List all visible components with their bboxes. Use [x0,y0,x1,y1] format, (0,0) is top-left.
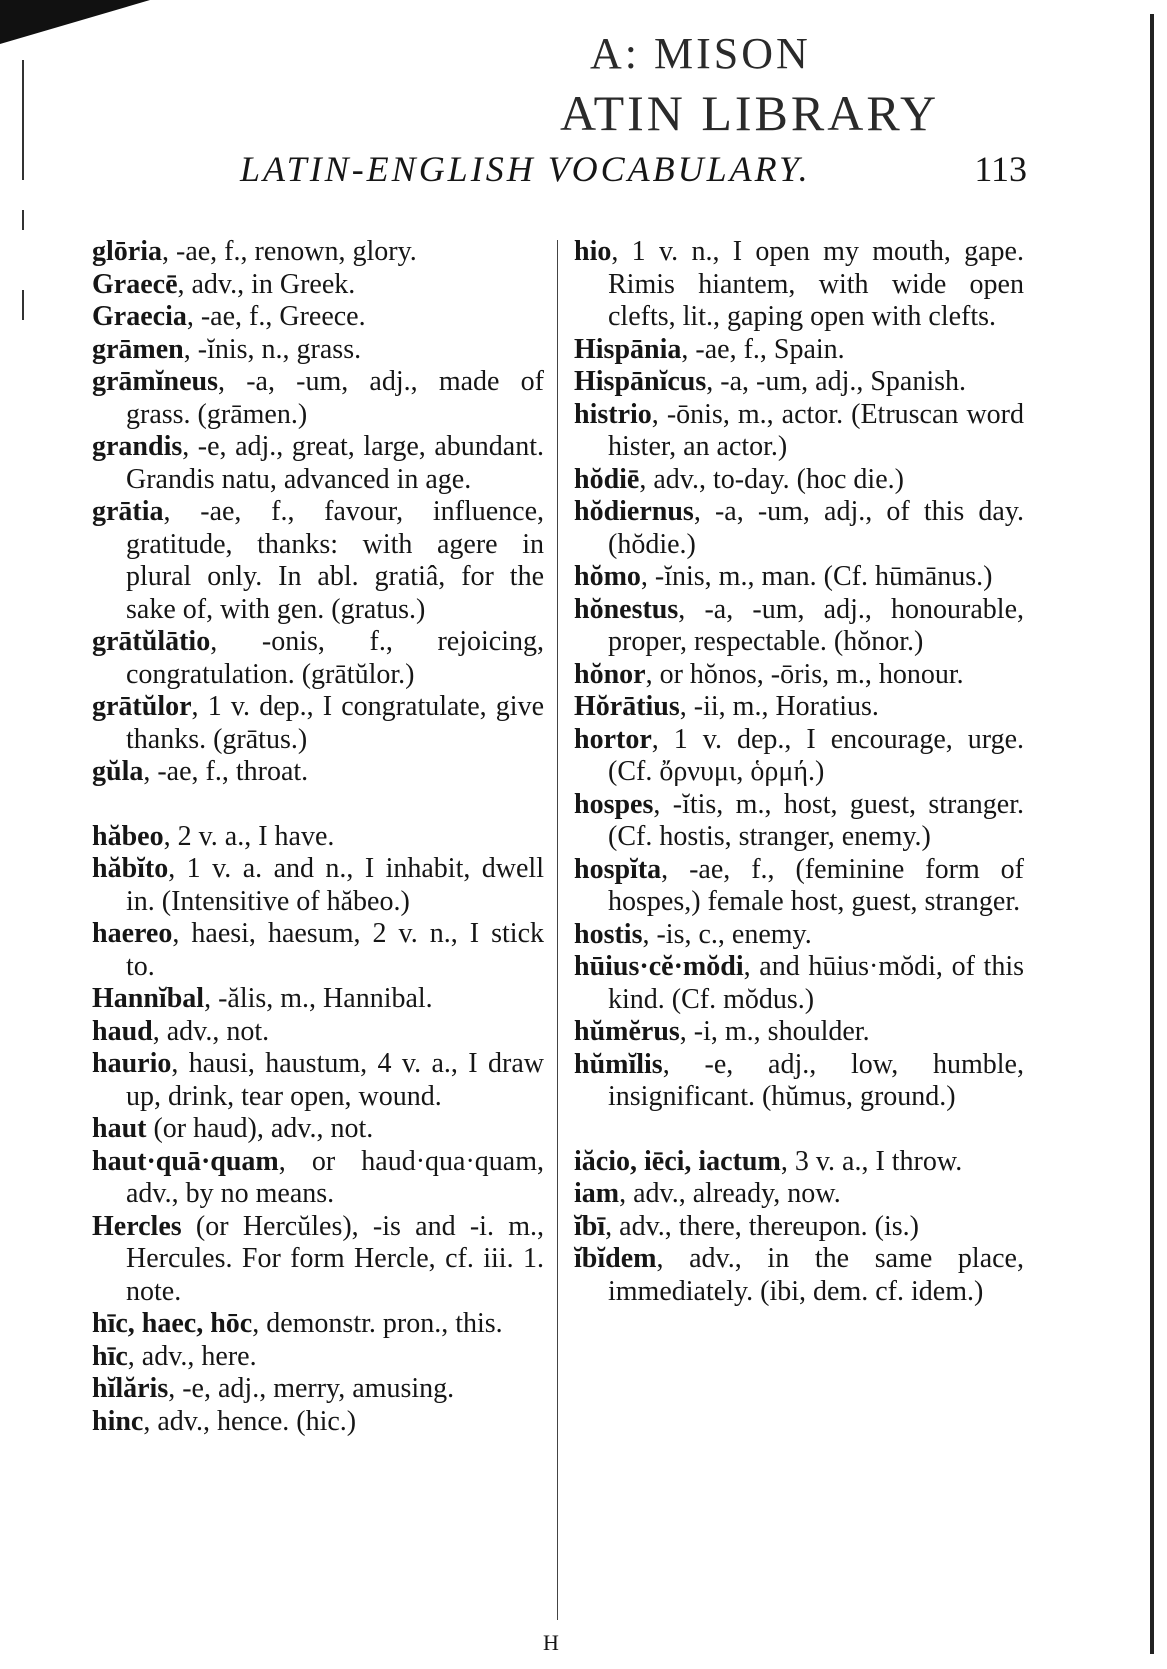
vocabulary-entry [574,1146,1024,1179]
vocabulary-entry [92,1406,544,1439]
corner-mark [0,0,150,44]
definition: , adv., already, now. [619,1178,841,1209]
definition: , and hūius·mŏdi, of this kind. (Cf. mŏdus.) [608,951,1024,1015]
vocabulary-entry [574,919,1024,952]
definition: , or haud·qua·quam, adv., by no means. [126,1145,544,1209]
definition: , -ii, m., Horatius. [679,691,879,722]
definition: , haesi, haesum, 2 v. n., I stick to. [126,918,544,982]
headword: haereo [92,918,173,949]
headword: hŏnestus [574,593,679,625]
definition: , -ae, f., favour, influence, gratitude, thanks: with agere in plural only. In abl. gratiâ, for the sake of, with gen. (gratus.) [126,496,544,625]
definition: (or Hercŭles), -is and -i. m., Hercules. For form Hercle, cf. iii. 1. note. [126,1210,544,1307]
headword: hŏmo [574,561,641,592]
headword: haud [92,1015,153,1047]
definition: , -onis, f., rejoicing, congratulation. (grātŭlor.) [126,626,544,690]
headword: hŭmĭlis [574,1048,663,1080]
vocabulary-entry [574,594,1024,659]
headword: hăbeo [92,820,164,852]
definition: , -a, -um, adj., made of grass. (grāmen.) [126,366,544,430]
definition: , 1 v. n., I open my mouth, gape. Rimis hiantem, with wide open clefts, lit., gaping open with clefts. [608,236,1024,332]
definition: , -a, -um, adj., honourable, proper, respectable. (hŏnor.) [608,593,1024,657]
vocabulary-entry [92,1016,544,1049]
headword: hospĭta [574,853,662,885]
vocabulary-entry [92,1341,544,1374]
headword: grāmĭneus [92,366,218,397]
headword: Graecia [92,301,187,332]
vocabulary-entry [92,1211,544,1309]
headword: haut·quā·quam [92,1145,279,1177]
definition: , 1 v. a. and n., I inhabit, dwell in. (Intensitive of hăbeo.) [126,853,544,917]
headword: iăcio, iēci, iactum [574,1145,781,1177]
headword: hŭmĕrus [574,1016,680,1047]
vocabulary-entry [92,821,544,854]
binding-edge [1150,14,1154,1654]
vocabulary-entry [574,496,1024,561]
vocabulary-entry [92,236,544,269]
edge-line [22,210,24,230]
vocabulary-entry [574,1211,1024,1244]
headword: hŏdiē [574,463,640,495]
edge-line [22,60,24,180]
definition: , adv., here. [127,1340,257,1372]
headword: ĭbĭdem [574,1243,657,1274]
definition: , adv., hence. (hic.) [143,1405,357,1437]
edge-line [22,290,24,320]
vocabulary-entry [92,691,544,756]
definition: (or haud), adv., not. [146,1113,374,1144]
headword: hinc [92,1405,144,1437]
vocabulary-entry [92,1113,544,1146]
definition: , 3 v. a., I throw. [780,1145,963,1177]
vocabulary-entry [574,334,1024,367]
definition: , -ălis, m., Hannibal. [204,983,433,1014]
headword: hĭlăris [92,1373,169,1404]
vocabulary-entry [92,1048,544,1113]
definition: , -ae, f., Spain. [681,333,845,365]
definition: , adv., in the same place, immediately. (ibi, dem. cf. idem.) [608,1243,1024,1307]
library-stamp-line-1: A: MISON [590,29,811,78]
headword: Hispānĭcus [574,366,707,397]
vocabulary-entry [92,983,544,1016]
definition: , adv., not. [152,1015,270,1047]
headword: hīc [92,1340,128,1372]
definition: , -ae, f., throat. [143,756,309,787]
vocabulary-entry [92,431,544,496]
definition: , -e, adj., merry, amusing. [168,1373,455,1404]
definition: , -a, -um, adj., of this day. (hŏdie.) [608,496,1024,560]
definition: , demonstr. pron., this. [252,1308,503,1339]
headword: grātia [92,496,164,527]
headword: Hispānia [574,333,682,365]
headword: hīc, haec, hōc [92,1308,253,1339]
headword: hūius·cĕ·mŏdi [574,951,744,982]
headword: grātŭlor [92,691,192,722]
signature-mark: H [543,1630,559,1655]
vocabulary-entry [574,1243,1024,1308]
left-column [92,236,544,1438]
vocabulary-entry [574,789,1024,854]
vocabulary-entry [574,691,1024,724]
headword: hortor [574,723,652,755]
vocabulary-entry [92,334,544,367]
vocabulary-entry [92,301,544,334]
definition: , 1 v. dep., I encourage, urge. (Cf. ὄρνυμι, ὁρμή.) [608,723,1024,787]
headword: iam [574,1178,620,1209]
vocabulary-entry [574,464,1024,497]
definition: , -ōnis, m., actor. (Etruscan word hister, an actor.) [608,398,1024,462]
headword: haurio [92,1048,172,1079]
page-header [240,148,1027,208]
vocabulary-entry [574,236,1024,334]
definition: , -e, adj., low, humble, insignificant. (hŭmus, ground.) [608,1048,1024,1112]
headword: hio [574,236,612,267]
vocabulary-entry [574,1016,1024,1049]
definition: , -ĭnis, m., man. (Cf. hūmānus.) [640,561,993,592]
headword: haut [92,1113,147,1144]
vocabulary-entry [92,1308,544,1341]
vocabulary-entry [574,561,1024,594]
vocabulary-entry [92,366,544,431]
vocabulary-entry [574,951,1024,1016]
vocabulary-entry [574,399,1024,464]
headword: Hercles [92,1210,182,1242]
definition: , adv., in Greek. [177,268,356,300]
library-stamp-line-2: ATIN LIBRARY [560,85,940,141]
vocabulary-entry [574,724,1024,789]
definition: , -ĭtis, m., host, guest, stranger. (Cf. hostis, stranger, enemy.) [608,788,1024,852]
definition: , 2 v. a., I have. [163,820,335,852]
headword: grātŭlātio [92,626,211,657]
headword: ĭbī [574,1210,606,1242]
definition: , or hŏnos, -ōris, m., honour. [645,658,964,690]
right-column [574,236,1024,1308]
headword: hospes [574,788,654,820]
vocabulary-entry [92,626,544,691]
definition: , -ĭnis, n., grass. [183,333,362,365]
page-title: LATIN-ENGLISH VOCABULARY. [240,149,811,189]
headword: grandis [92,431,183,462]
definition: , adv., there, thereupon. (is.) [605,1210,919,1242]
headword: Hannĭbal [92,983,205,1014]
vocabulary-entry [92,853,544,918]
definition: , -ae, f., (feminine form of hospes,) female host, guest, stranger. [608,853,1024,917]
vocabulary-entry [574,1178,1024,1211]
headword: hostis [574,918,643,950]
definition: , 1 v. dep., I congratulate, give thanks. (grātus.) [126,691,544,755]
definition: , -is, c., enemy. [642,918,812,950]
definition: , -ae, f., Greece. [186,301,366,332]
headword: Hŏrātius [574,691,680,722]
vocabulary-entry [92,756,544,789]
definition: , hausi, haustum, 4 v. a., I draw up, drink, tear open, wound. [126,1048,544,1112]
definition: , -a, -um, adj., Spanish. [706,366,967,397]
headword: glōria [92,236,162,267]
vocabulary-entry [574,659,1024,692]
headword: hŏnor [574,658,646,690]
definition: , -ae, f., renown, glory. [162,236,417,267]
column-divider [557,240,558,1620]
definition: , adv., to-day. (hoc die.) [639,463,904,495]
vocabulary-entry [92,496,544,626]
vocabulary-entry [92,918,544,983]
headword: grāmen [92,333,184,365]
headword: hăbĭto [92,853,169,884]
headword: hŏdiernus [574,496,694,527]
headword: gŭla [92,756,144,787]
headword: Graecē [92,268,178,300]
page-number: 113 [974,149,1027,189]
headword: histrio [574,398,652,430]
vocabulary-entry [574,366,1024,399]
vocabulary-entry [92,269,544,302]
definition: , -e, adj., great, large, abundant. Grandis natu, advanced in age. [126,431,544,495]
vocabulary-entry [92,1373,544,1406]
vocabulary-entry [574,1049,1024,1114]
definition: , -i, m., shoulder. [679,1016,870,1047]
vocabulary-entry [574,854,1024,919]
vocabulary-entry [92,1146,544,1211]
